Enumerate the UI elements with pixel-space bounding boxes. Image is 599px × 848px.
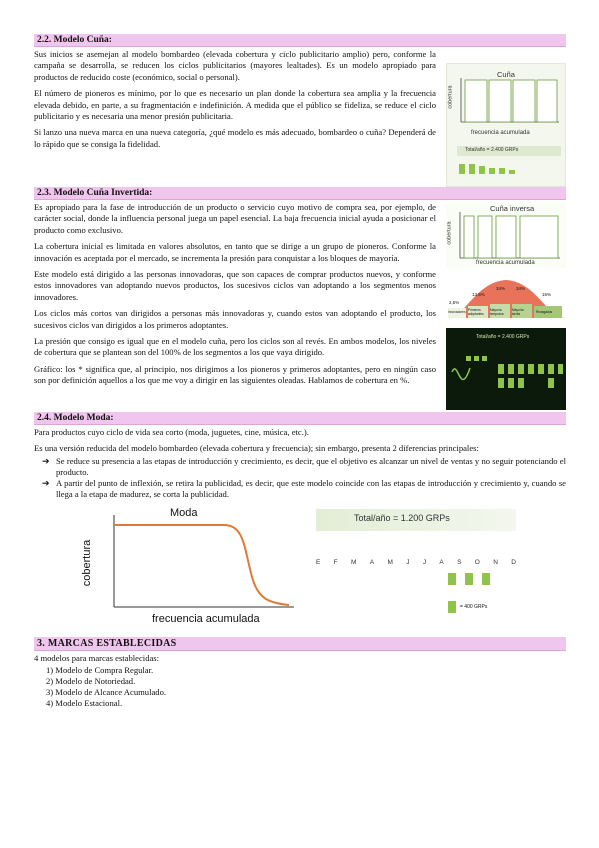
moda-bullet-list bbox=[34, 456, 566, 501]
pct-label-1: 2,5% bbox=[449, 300, 460, 305]
month-label: M bbox=[351, 558, 357, 566]
moda-bullet-1-text: Se reduce su presencia a las etapas de introducción y crecimiento, es decir, que el objetivo es alcanzar un nivel de ventas y no seguir potenciando el producto. bbox=[56, 455, 566, 478]
cuna-inv-paragraph-2: La cobertura inicial es limitada en valores absolutos, en tanto que se dirige a un grupo de pioneros. Conforme la innovación es aceptada por el mercado, se incrementa la presión para conquistar a los bloques de mayoría. bbox=[34, 241, 436, 263]
moda-grps-figure bbox=[312, 507, 532, 631]
grps-bars-svg bbox=[446, 328, 566, 410]
moda-bullet-2 bbox=[42, 478, 566, 500]
cuna-inv-paragraph-5: La presión que consigo es igual que en el modelo cuña, pero los ciclos son al revés. En ambos modelos, los niveles de cobertura que se plantean son del 100% de los segmentos a los que vaya dirigido. bbox=[34, 336, 436, 358]
month-label: J bbox=[406, 558, 410, 566]
moda-chart-title: Moda bbox=[170, 506, 198, 519]
section-heading-cuna: 2.2. Modelo Cuña: bbox=[34, 34, 566, 47]
cuna-xlabel: frecuencia acumulada bbox=[471, 130, 530, 136]
pct-label-3: 34% bbox=[496, 286, 506, 291]
cuna-inversa-ylabel: cobertura bbox=[446, 221, 453, 245]
segment-label-2: Primeros adoptantes bbox=[468, 308, 484, 316]
month-label: D bbox=[511, 558, 516, 566]
cuna-inv-paragraph-1: Es apropiado para la fase de introducción de un producto o servicio cuyo motivo de compra sea, por ejemplo, de carácter social, donde la influencia personal juega un papel esencial. La baja frecuencia inicial ayuda a posicionar el producto como exclusivo. bbox=[34, 202, 436, 235]
marcas-model-item: 4) Modelo Estacional. bbox=[46, 698, 123, 709]
cuna-bars-svg bbox=[447, 64, 567, 186]
cuna-figure bbox=[446, 63, 566, 187]
grps-bar-nov bbox=[482, 573, 490, 585]
pct-label-5: 16% bbox=[542, 292, 552, 297]
month-label: O bbox=[474, 558, 480, 566]
cuna-inv-paragraph-4: Los ciclos más cortos van dirigidos a personas más innovadoras y, cuando estos van adoptando el producto, los sucesivos ciclos van dirigidos a los primeros adoptantes. bbox=[34, 308, 436, 330]
marcas-intro: 4 modelos para marcas establecidas: bbox=[34, 652, 160, 663]
moda-bullet-2-text: A partir del punto de inflexión, se retira la publicidad, es decir, que este modelo coincide con las etapas de introducción y crecimiento y, cuando se llega a la etapa de madurez, se corta la publicidad. bbox=[56, 478, 566, 500]
moda-paragraph-2: Es una versión reducida del modelo bombardeo (elevada cobertura y frecuencia); sin embargo, presenta 2 diferencias principales: bbox=[34, 443, 479, 454]
cuna-figure-title: Cuña bbox=[497, 70, 515, 79]
moda-bullet-1 bbox=[42, 456, 566, 478]
cuna-ylabel: cobertura bbox=[447, 85, 454, 109]
marcas-model-item: 1) Modelo de Compra Regular. bbox=[46, 665, 154, 676]
months-row bbox=[316, 559, 516, 566]
moda-figures bbox=[34, 507, 566, 631]
cuna-total: Total/año = 2.400 GRPs bbox=[465, 147, 519, 153]
pct-label-2: 13,5% bbox=[472, 292, 485, 297]
arrow-icon: ➔ bbox=[42, 478, 50, 489]
cuna-paragraph-1: Sus inicios se asemejan al modelo bombardeo (elevada cobertura y ciclo publicitario amplio) pero, conforme la campaña se desarrolla, se reducen los ciclos publicitarios (mayores lealtades). Es un modelo apropiado para productos de reducido coste (económico, social o personal). bbox=[34, 49, 436, 82]
month-label: F bbox=[333, 558, 338, 566]
cuna-paragraph-2: El número de pioneros es mínimo, por lo que es necesario un plan donde la cobertura sea amplia y la frecuencia elevada debido, en parte, a su fragmentación e indefinición. A medida que el público se fideliza, se reduce el ciclo publicitario y es necesaria una menor presión publicitaria. bbox=[34, 88, 436, 122]
arrow-icon: ➔ bbox=[42, 455, 50, 466]
moda-total-label: Total/año = 1.200 GRPs bbox=[354, 512, 450, 523]
segment-label-5: Rezagados bbox=[536, 310, 553, 314]
pct-label-4: 34% bbox=[516, 286, 526, 291]
cuna-paragraph-3: Si lanzo una nueva marca en una nueva categoría, ¿qué modelo es más adecuado, bombardeo o cuña? Dependerá de lo rápido que se consiga la fidelidad. bbox=[34, 127, 436, 149]
segment-label-4: Mayoría tardía bbox=[512, 308, 524, 316]
section-heading-moda: 2.4. Modelo Moda: bbox=[34, 412, 566, 425]
moda-chart-ylabel: cobertura bbox=[81, 539, 94, 586]
grps-legend-swatch bbox=[448, 601, 456, 613]
cuna-inversa-bars-svg bbox=[446, 202, 566, 268]
cuna-inversa-grps-panel bbox=[446, 328, 566, 410]
cuna-inversa-figure bbox=[446, 202, 566, 268]
month-label: N bbox=[493, 558, 498, 566]
moda-curve-figure bbox=[74, 507, 304, 631]
marcas-model-list bbox=[34, 665, 566, 709]
grps-bar-oct bbox=[465, 573, 473, 585]
marcas-model-item: 2) Modelo de Notoriedad. bbox=[46, 676, 136, 687]
month-label: A bbox=[439, 558, 444, 566]
adoption-curve-figure bbox=[446, 272, 566, 322]
cuna-inv-paragraph-3: Este modelo está dirigido a las personas innovadoras, que son capaces de comprar productos nuevos, y conforme estos innovadores van adoptando nuevos productos, los sucesivos ciclos van adoptando a los segmentos menos innovadores. bbox=[34, 269, 436, 302]
grps-legend-label: = 400 GRPs bbox=[460, 603, 488, 610]
section-heading-marcas-establecidas: 3. MARCAS ESTABLECIDAS bbox=[34, 637, 566, 651]
cuna-inversa-xlabel: frecuencia acumulada bbox=[476, 260, 535, 266]
month-label: E bbox=[316, 558, 321, 566]
moda-chart-xlabel: frecuencia acumulada bbox=[152, 612, 260, 625]
cuna-inv-paragraph-6: Gráfico: los * significa que, al principio, nos dirigimos a los pioneros y primeros adoptantes, pero en ningún caso son por definición aquellos a los que me voy a dirigir en las siguientes oleadas. Hablamos de cobertura en %. bbox=[34, 363, 436, 386]
month-label: J bbox=[422, 558, 427, 566]
grps-bar-sep bbox=[448, 573, 456, 585]
month-label: S bbox=[457, 558, 462, 566]
month-label: A bbox=[369, 558, 375, 566]
segment-label-1: Innovadores bbox=[448, 310, 466, 314]
marcas-model-item: 3) Modelo de Alcance Acumulado. bbox=[46, 687, 167, 698]
month-label: M bbox=[387, 558, 393, 566]
cuna-inversa-total: Total/año = 2.400 GRPs bbox=[476, 334, 530, 340]
document-page bbox=[34, 34, 566, 709]
cuna-inversa-title: Cuña inversa bbox=[490, 204, 535, 213]
section-heading-cuna-invertida: 2.3. Modelo Cuña Invertida: bbox=[34, 187, 566, 200]
moda-paragraph-1: Para productos cuyo ciclo de vida sea corto (moda, juguetes, cine, música, etc.). bbox=[34, 427, 309, 437]
segment-label-3: Mayoría temprana bbox=[490, 308, 504, 316]
